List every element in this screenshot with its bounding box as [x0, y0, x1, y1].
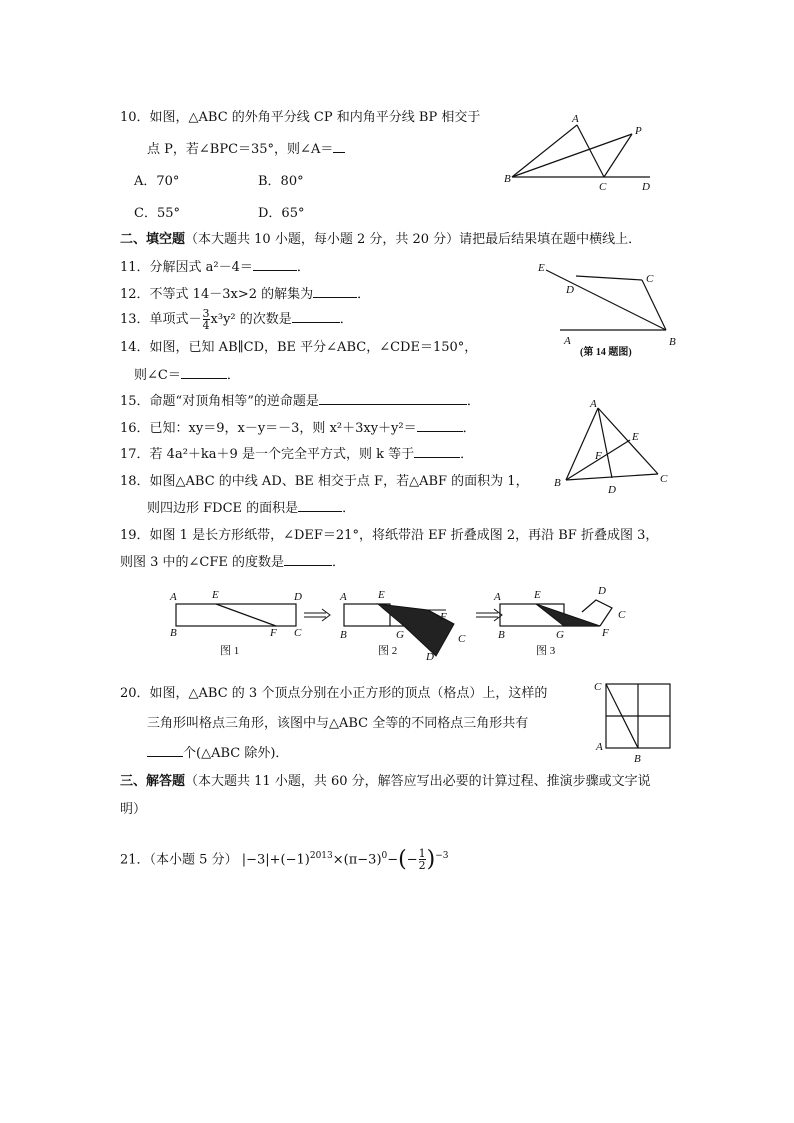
q14-label-b: B — [669, 336, 676, 348]
q20-line1: 20．如图，△ABC 的 3 个顶点分别在小正方形的顶点（格点）上，这样的 — [120, 686, 548, 701]
q10-label-b: B — [504, 173, 511, 185]
q19-fig3-label-f: F — [602, 627, 609, 639]
q19-fig2-label-g: G — [396, 629, 404, 641]
q10-label-p: P — [635, 125, 642, 137]
q11: 11．分解因式 a²－4＝ ． — [120, 260, 310, 275]
q20-line2: 三角形叫格点三角形，该图中与△ABC 全等的不同格点三角形共有 — [147, 716, 529, 731]
q19-fig1-label-e: E — [212, 589, 219, 601]
q21: 21．（本小题 5 分） $|-3|+(-1)^{2013}\times(\pi-3)^0-(-$ $\frac{1}{2}$ )$^{-3}$ — [120, 846, 449, 873]
q18-line1: 18．如图△ABC 的中线 AD、BE 相交于点 F，若△ABF 的面积为 1， — [120, 474, 529, 489]
q18-label-d: D — [608, 484, 616, 496]
q10-label-c: C — [599, 181, 607, 193]
q10-option-c: C．55° — [134, 206, 180, 221]
q13-numerator: 3 — [202, 307, 210, 320]
q10-line2: 点 P，若∠BPC＝35°，则∠A＝ — [147, 142, 345, 158]
q20-line3: 个(△ABC 除外)． — [147, 746, 288, 762]
q15: 15．命题“对顶角相等”的逆命题是 ． — [120, 394, 480, 409]
q10-figure — [502, 112, 662, 194]
q20-label-c: C — [594, 681, 602, 693]
q10-label-d: D — [642, 181, 650, 193]
q19-line1: 19．如图 1 是长方形纸带，∠DEF＝21°，将纸带沿 EF 折叠成图 2，再沿 BF 折叠成图 3， — [120, 528, 659, 543]
section3-heading-cont: 明） — [120, 802, 147, 817]
q19-fig3-label-b: B — [498, 629, 505, 641]
q19-fig1-label-b: B — [170, 627, 177, 639]
q18-label-c: C — [660, 473, 668, 485]
q18-figure — [550, 396, 680, 496]
q14-figure — [532, 258, 692, 362]
q10-label-a: A — [572, 113, 579, 125]
q10-option-b: B．80° — [258, 174, 304, 189]
q14-line1: 14．如图，已知 AB∥CD，BE 平分∠ABC，∠CDE＝150°， — [120, 340, 478, 355]
q17: 17．若 4a²＋ka＋9 是一个完全平方式，则 k 等于 ． — [120, 447, 474, 462]
q21-abs: |−3| — [241, 852, 270, 868]
q14-label-a: A — [564, 335, 571, 347]
q20-grid-figure — [592, 676, 682, 768]
q19-fig1-label-a: A — [170, 591, 177, 603]
q18-label-e: E — [632, 431, 639, 443]
q13: 13．单项式－ $\frac{3}{4}$ x³y² 的次数是 ． — [120, 307, 353, 332]
q16: 16．已知：xy＝9，x－y＝－3，则 x²＋3xy＋y²＝ ． — [120, 421, 476, 436]
q20-label-a: A — [596, 741, 603, 753]
q21-frac-num: 1 — [418, 847, 426, 861]
section3-heading: 三、解答题（本大题共 11 小题，共 60 分，解答应写出必要的计算过程、推演步骤或文字说 — [120, 774, 651, 789]
q19-fig2-label-c: C — [458, 633, 466, 645]
q19-fig2-label-e: E — [378, 589, 385, 601]
q19-caption-3: 图 3 — [536, 645, 556, 657]
q19-caption-1: 图 1 — [220, 645, 240, 657]
q18-label-f: F — [595, 450, 602, 462]
section2-heading: 二、填空题（本大题共 10 小题，每小题 2 分，共 20 分）请把最后结果填在题中横线上． — [120, 232, 642, 247]
q18-label-b: B — [554, 477, 561, 489]
q18-label-a: A — [590, 398, 597, 410]
q18-line2: 则四边形 FDCE 的面积是 ． — [147, 501, 356, 516]
q19-fig3-label-e: E — [534, 589, 541, 601]
q10-option-d: D．65° — [258, 206, 305, 221]
q19-fig2-label-d: D — [426, 651, 434, 663]
q19-fig3-label-a: A — [494, 591, 501, 603]
q19-fig1-label-f: F — [270, 627, 277, 639]
q19-line2: 则图 3 中的∠CFE 的度数是 ． — [120, 555, 346, 570]
q19-caption-2: 图 2 — [378, 645, 398, 657]
q13-denominator: 4 — [202, 319, 210, 332]
q10-line1: 10．如图，△ABC 的外角平分线 CP 和内角平分线 BP 相交于 — [120, 110, 481, 125]
q19-fig2-label-a: A — [340, 591, 347, 603]
q14-label-e: E — [538, 262, 545, 274]
q19-fig2-label-f: F — [440, 611, 447, 623]
q14-caption: (第 14 题图) — [580, 347, 632, 358]
q14-line2: 则∠C＝ ． — [134, 368, 240, 383]
q19-fig2-label-b: B — [340, 629, 347, 641]
q14-label-d: D — [566, 284, 574, 296]
q19-fig3-label-g: G — [556, 629, 564, 641]
q19-fig3-label-c: C — [618, 609, 626, 621]
q10-option-a: A．70° — [134, 174, 180, 189]
q19-fig3-label-d: D — [598, 585, 606, 597]
q21-frac-den: 2 — [418, 859, 426, 873]
q19-fig1-label-d: D — [294, 591, 302, 603]
q19-fig1-label-c: C — [294, 627, 302, 639]
q12: 12．不等式 14－3x>2 的解集为 ． — [120, 287, 371, 302]
q14-label-c: C — [646, 273, 654, 285]
q19-figure — [164, 584, 644, 664]
q20-label-b: B — [634, 753, 641, 765]
